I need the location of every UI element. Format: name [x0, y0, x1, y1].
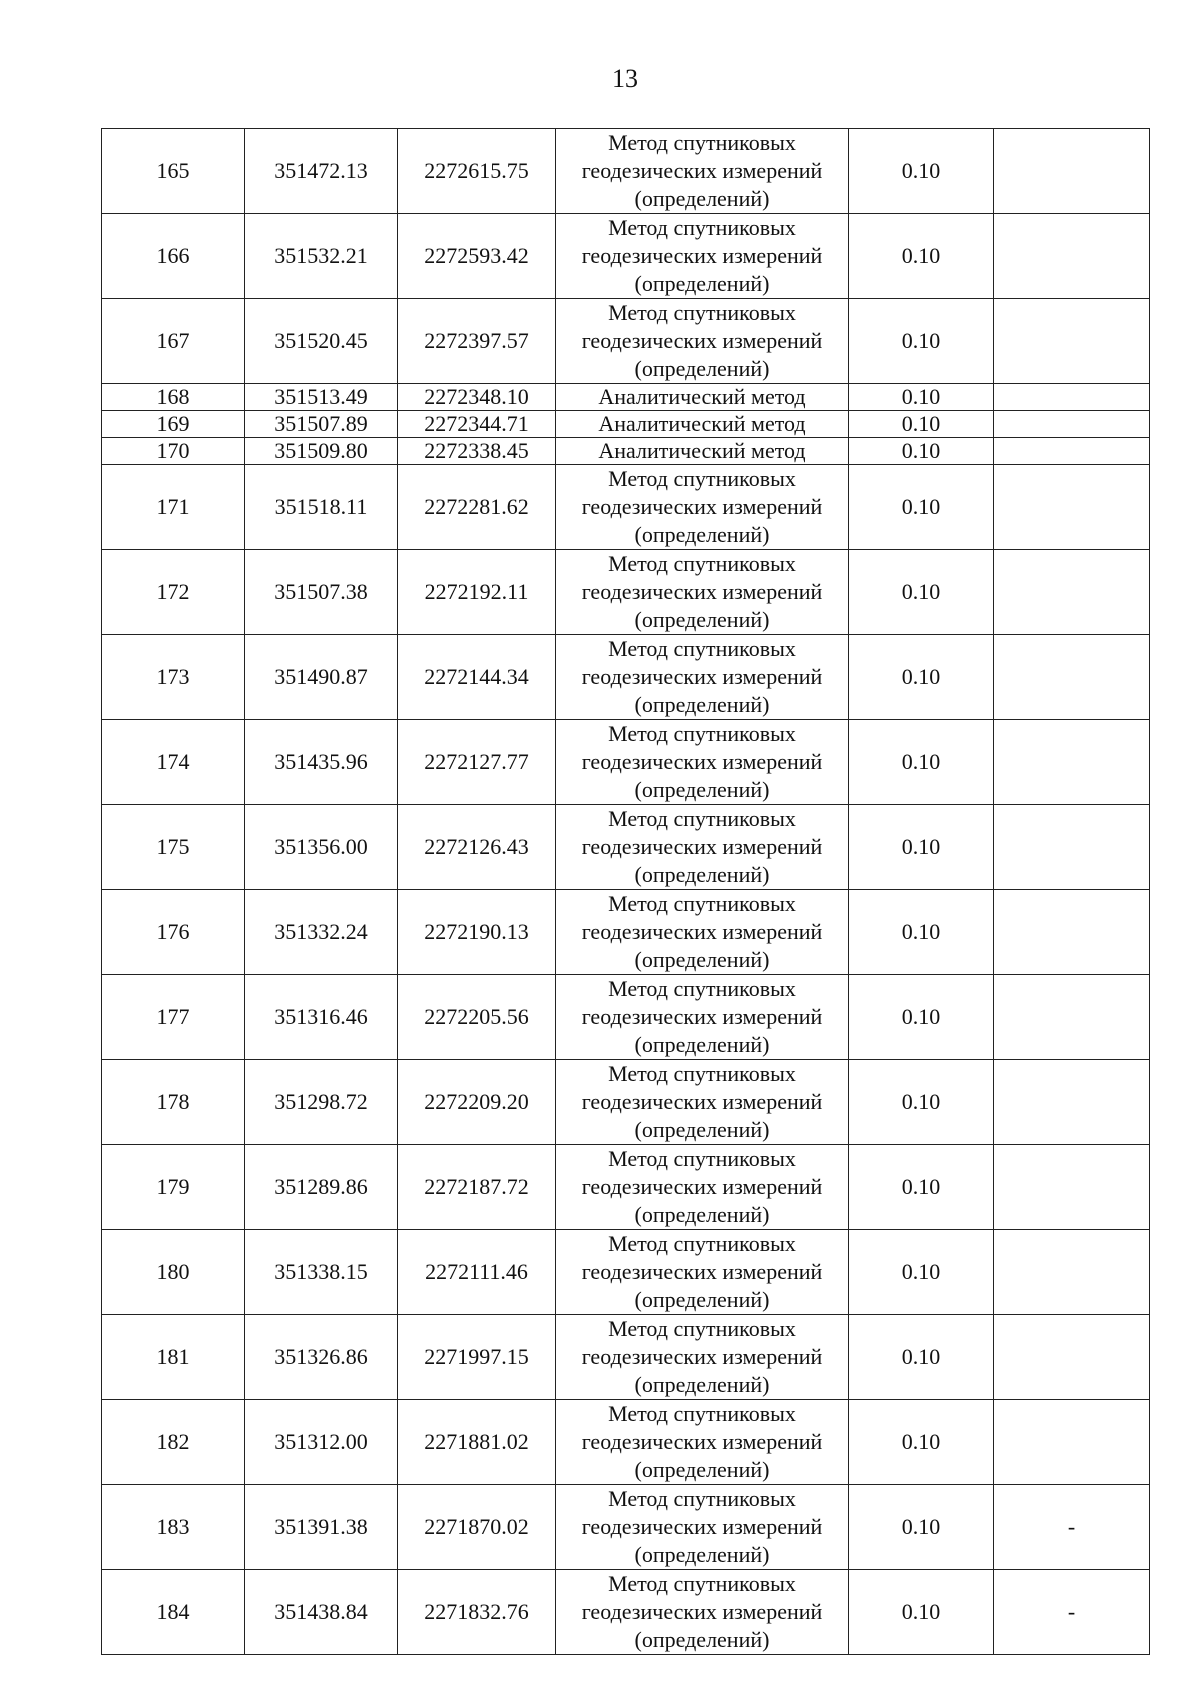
- cell-note: [994, 1315, 1150, 1400]
- cell-x-coordinate: 351520.45: [245, 299, 398, 384]
- cell-method: Метод спутниковых геодезических измерений (определений): [556, 805, 849, 890]
- cell-note: -: [994, 1485, 1150, 1570]
- table-row: [102, 1485, 1150, 1570]
- cell-note: [994, 635, 1150, 720]
- cell-x-coordinate: 351391.38: [245, 1485, 398, 1570]
- cell-note: [994, 975, 1150, 1060]
- cell-method: Метод спутниковых геодезических измерений (определений): [556, 975, 849, 1060]
- cell-x-coordinate: 351490.87: [245, 635, 398, 720]
- cell-accuracy: 0.10: [849, 411, 994, 438]
- cell-x-coordinate: 351298.72: [245, 1060, 398, 1145]
- table-row: [102, 465, 1150, 550]
- cell-accuracy: 0.10: [849, 720, 994, 805]
- cell-y-coordinate: 2272344.71: [398, 411, 556, 438]
- cell-y-coordinate: 2271997.15: [398, 1315, 556, 1400]
- cell-accuracy: 0.10: [849, 1060, 994, 1145]
- cell-note: [994, 1060, 1150, 1145]
- table-row: [102, 550, 1150, 635]
- cell-point-number: 180: [102, 1230, 245, 1315]
- cell-accuracy: 0.10: [849, 214, 994, 299]
- cell-method: Аналитический метод: [556, 411, 849, 438]
- cell-accuracy: 0.10: [849, 805, 994, 890]
- cell-y-coordinate: 2272348.10: [398, 384, 556, 411]
- cell-x-coordinate: 351312.00: [245, 1400, 398, 1485]
- cell-x-coordinate: 351472.13: [245, 129, 398, 214]
- cell-x-coordinate: 351316.46: [245, 975, 398, 1060]
- cell-accuracy: 0.10: [849, 1230, 994, 1315]
- cell-x-coordinate: 351518.11: [245, 465, 398, 550]
- cell-note: [994, 550, 1150, 635]
- cell-point-number: 176: [102, 890, 245, 975]
- cell-accuracy: 0.10: [849, 438, 994, 465]
- cell-point-number: 166: [102, 214, 245, 299]
- cell-y-coordinate: 2272144.34: [398, 635, 556, 720]
- cell-point-number: 181: [102, 1315, 245, 1400]
- cell-method: Аналитический метод: [556, 438, 849, 465]
- cell-x-coordinate: 351507.38: [245, 550, 398, 635]
- cell-method: Метод спутниковых геодезических измерений (определений): [556, 720, 849, 805]
- cell-accuracy: 0.10: [849, 465, 994, 550]
- cell-method: Метод спутниковых геодезических измерений (определений): [556, 1570, 849, 1655]
- table-row: [102, 1230, 1150, 1315]
- cell-x-coordinate: 351509.80: [245, 438, 398, 465]
- cell-note: -: [994, 1570, 1150, 1655]
- cell-point-number: 183: [102, 1485, 245, 1570]
- table-row: [102, 1570, 1150, 1655]
- cell-y-coordinate: 2272338.45: [398, 438, 556, 465]
- cell-x-coordinate: 351435.96: [245, 720, 398, 805]
- cell-point-number: 175: [102, 805, 245, 890]
- cell-point-number: 177: [102, 975, 245, 1060]
- cell-note: [994, 465, 1150, 550]
- cell-x-coordinate: 351338.15: [245, 1230, 398, 1315]
- table-row: [102, 1315, 1150, 1400]
- cell-method: Метод спутниковых геодезических измерений (определений): [556, 1485, 849, 1570]
- cell-note: [994, 890, 1150, 975]
- cell-method: Аналитический метод: [556, 384, 849, 411]
- cell-x-coordinate: 351513.49: [245, 384, 398, 411]
- cell-accuracy: 0.10: [849, 1145, 994, 1230]
- cell-y-coordinate: 2271832.76: [398, 1570, 556, 1655]
- cell-note: [994, 411, 1150, 438]
- cell-y-coordinate: 2272127.77: [398, 720, 556, 805]
- cell-y-coordinate: 2271881.02: [398, 1400, 556, 1485]
- cell-note: [994, 1400, 1150, 1485]
- cell-y-coordinate: 2272187.72: [398, 1145, 556, 1230]
- cell-method: Метод спутниковых геодезических измерений (определений): [556, 129, 849, 214]
- cell-note: [994, 438, 1150, 465]
- cell-point-number: 165: [102, 129, 245, 214]
- cell-y-coordinate: 2272190.13: [398, 890, 556, 975]
- cell-method: Метод спутниковых геодезических измерений (определений): [556, 1060, 849, 1145]
- table-row: [102, 214, 1150, 299]
- cell-note: [994, 299, 1150, 384]
- cell-point-number: 178: [102, 1060, 245, 1145]
- cell-point-number: 171: [102, 465, 245, 550]
- cell-accuracy: 0.10: [849, 1485, 994, 1570]
- cell-y-coordinate: 2272281.62: [398, 465, 556, 550]
- cell-accuracy: 0.10: [849, 550, 994, 635]
- cell-x-coordinate: 351332.24: [245, 890, 398, 975]
- table-row: [102, 411, 1150, 438]
- table-row: [102, 129, 1150, 214]
- cell-point-number: 168: [102, 384, 245, 411]
- cell-y-coordinate: 2272593.42: [398, 214, 556, 299]
- cell-method: Метод спутниковых геодезических измерений (определений): [556, 1230, 849, 1315]
- cell-x-coordinate: 351289.86: [245, 1145, 398, 1230]
- cell-accuracy: 0.10: [849, 1400, 994, 1485]
- cell-x-coordinate: 351438.84: [245, 1570, 398, 1655]
- cell-y-coordinate: 2271870.02: [398, 1485, 556, 1570]
- cell-method: Метод спутниковых геодезических измерений (определений): [556, 1400, 849, 1485]
- cell-method: Метод спутниковых геодезических измерений (определений): [556, 890, 849, 975]
- cell-point-number: 172: [102, 550, 245, 635]
- cell-method: Метод спутниковых геодезических измерений (определений): [556, 465, 849, 550]
- cell-point-number: 170: [102, 438, 245, 465]
- table-body: [102, 129, 1150, 1655]
- cell-x-coordinate: 351326.86: [245, 1315, 398, 1400]
- table-row: [102, 1060, 1150, 1145]
- cell-y-coordinate: 2272126.43: [398, 805, 556, 890]
- table-row: [102, 890, 1150, 975]
- cell-method: Метод спутниковых геодезических измерений (определений): [556, 1145, 849, 1230]
- cell-y-coordinate: 2272209.20: [398, 1060, 556, 1145]
- cell-x-coordinate: 351532.21: [245, 214, 398, 299]
- cell-point-number: 173: [102, 635, 245, 720]
- table-row: [102, 438, 1150, 465]
- cell-y-coordinate: 2272192.11: [398, 550, 556, 635]
- cell-x-coordinate: 351356.00: [245, 805, 398, 890]
- cell-method: Метод спутниковых геодезических измерений (определений): [556, 299, 849, 384]
- table-row: [102, 805, 1150, 890]
- cell-note: [994, 805, 1150, 890]
- cell-accuracy: 0.10: [849, 1315, 994, 1400]
- cell-method: Метод спутниковых геодезических измерений (определений): [556, 550, 849, 635]
- cell-accuracy: 0.10: [849, 890, 994, 975]
- cell-y-coordinate: 2272205.56: [398, 975, 556, 1060]
- cell-note: [994, 384, 1150, 411]
- cell-note: [994, 129, 1150, 214]
- coordinates-table: [101, 128, 1150, 1655]
- cell-note: [994, 214, 1150, 299]
- table-row: [102, 635, 1150, 720]
- cell-x-coordinate: 351507.89: [245, 411, 398, 438]
- page-number: 13: [612, 64, 638, 93]
- cell-point-number: 184: [102, 1570, 245, 1655]
- cell-note: [994, 720, 1150, 805]
- cell-point-number: 169: [102, 411, 245, 438]
- table-row: [102, 384, 1150, 411]
- cell-method: Метод спутниковых геодезических измерений (определений): [556, 1315, 849, 1400]
- table-row: [102, 975, 1150, 1060]
- cell-y-coordinate: 2272111.46: [398, 1230, 556, 1315]
- cell-point-number: 179: [102, 1145, 245, 1230]
- cell-note: [994, 1230, 1150, 1315]
- cell-accuracy: 0.10: [849, 384, 994, 411]
- cell-point-number: 182: [102, 1400, 245, 1485]
- cell-y-coordinate: 2272397.57: [398, 299, 556, 384]
- table-row: [102, 1400, 1150, 1485]
- cell-accuracy: 0.10: [849, 299, 994, 384]
- table-row: [102, 720, 1150, 805]
- cell-method: Метод спутниковых геодезических измерений (определений): [556, 214, 849, 299]
- cell-point-number: 174: [102, 720, 245, 805]
- cell-accuracy: 0.10: [849, 129, 994, 214]
- cell-note: [994, 1145, 1150, 1230]
- table-row: [102, 1145, 1150, 1230]
- cell-accuracy: 0.10: [849, 975, 994, 1060]
- cell-method: Метод спутниковых геодезических измерений (определений): [556, 635, 849, 720]
- cell-y-coordinate: 2272615.75: [398, 129, 556, 214]
- cell-point-number: 167: [102, 299, 245, 384]
- table-row: [102, 299, 1150, 384]
- cell-accuracy: 0.10: [849, 635, 994, 720]
- cell-accuracy: 0.10: [849, 1570, 994, 1655]
